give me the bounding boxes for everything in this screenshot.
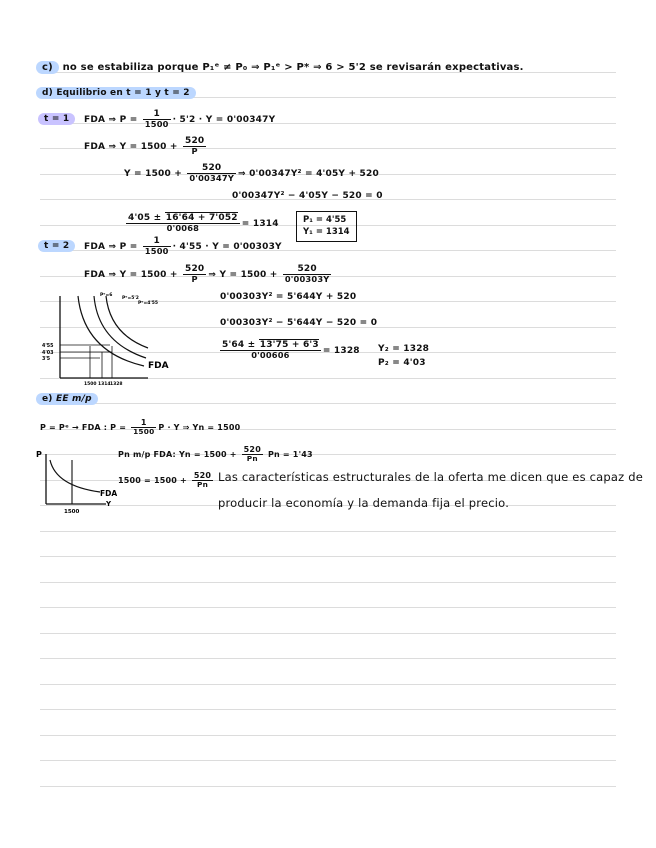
t2-graph-top-label-3: Pᵉ=4'55 — [138, 301, 158, 306]
t2-graph-top-label-1: Pᵉ=6 — [100, 293, 113, 298]
t2-graph — [40, 288, 180, 388]
t1-line-1: FDA ⇒ P = $\frac{1}{1500}$ · 5'2 · Y = 0'00347Y — [84, 109, 276, 130]
t1-line-5: $\frac{4'05 \pm 16'64 + 7'052}{0'0068}$ = 1314 — [128, 213, 279, 234]
section-d-heading — [36, 88, 196, 98]
fda-curve-e — [50, 460, 100, 492]
fda-curve-1 — [78, 296, 144, 366]
t2-line-1: FDA ⇒ P = $\frac{1}{1500}$ · 4'55 · Y = 0'00303Y — [84, 236, 282, 257]
t2-line-2: FDA ⇒ Y = 1500 + $\frac{520}{P}$ ⇒ Y = 1500 + $\frac{520}{0'00303Y}$ — [84, 264, 330, 285]
t1-result-box: P₁ = 4'55 Y₁ = 1314 — [296, 211, 357, 242]
t2-line-3: 0'00303Y² = 5'644Y + 520 — [220, 292, 357, 302]
e-graph — [34, 446, 118, 518]
t2-line-4: 0'00303Y² − 5'644Y − 520 = 0 — [220, 318, 378, 328]
t2-graph-curve-label: FDA — [148, 361, 169, 371]
t1-line-4: 0'00347Y² − 4'05Y − 520 = 0 — [232, 191, 383, 201]
section-d-label: d) — [42, 88, 53, 98]
section-d-title: Equilibrio en t = 1 y t = 2 — [56, 88, 190, 98]
e-line-3: 1500 = 1500 + $\frac{520}{Pn}$ — [118, 471, 212, 490]
e-text-line-2: producir la economía y la demanda fija el precio. — [218, 496, 510, 510]
t2-tag: t = 2 — [38, 241, 75, 251]
t1-line-3: Y = 1500 + $\frac{520}{0'00347Y}$ ⇒ 0'00347Y² = 4'05Y + 520 — [124, 163, 379, 184]
t2-graph-top-label-2: Pᵉ=5'2 — [122, 296, 139, 301]
e-graph-curve-label: FDA — [100, 489, 118, 498]
t2-graph-x-tick-1: 1500 — [84, 382, 97, 387]
section-e-title: EE m/p — [55, 394, 92, 404]
t2-graph-x-tick-2: 1314 — [98, 382, 111, 387]
t1-line-2: FDA ⇒ Y = 1500 + $\frac{520}{P}$ — [84, 136, 205, 157]
e-graph-p-axis: P — [36, 450, 42, 459]
t2-graph-x-tick-3: 1328 — [110, 382, 123, 387]
t2-results: Y₂ = 1328 P₂ = 4'03 — [378, 344, 430, 368]
t2-graph-y-tick-1: 4'55 — [42, 344, 54, 349]
e-text-line-1: Las características estructurales de la oferta me dicen que es capaz de — [218, 470, 644, 484]
e-line-2: Pn m/p FDA: Yn = 1500 + $\frac{520}{Pn}$ Pn = 1'43 — [118, 445, 313, 464]
e-line-1: P = Pᵉ → FDA : P = $\frac{1}{1500}$ P · Y ⇒ Yn = 1500 — [40, 418, 241, 437]
section-c — [36, 62, 524, 73]
t1-tag: t = 1 — [38, 114, 75, 124]
section-c-label: c) — [36, 61, 59, 74]
e-graph-y-axis: Y — [106, 500, 112, 508]
t2-graph-y-tick-3: 3'5 — [42, 357, 51, 362]
t2-graph-y-tick-2: 4'03 — [42, 351, 54, 356]
e-graph-x-tick: 1500 — [64, 509, 80, 515]
t2-line-5: $\frac{5'64 \pm 13'75 + 6'3}{0'00606}$ = 1328 — [222, 340, 360, 361]
section-e-heading — [36, 394, 98, 404]
section-e-label: e) — [42, 394, 53, 404]
section-c-text: no se estabiliza porque P₁ᵉ ≠ P₀ ⇒ P₁ᵉ > P* ⇒ 6 > 5'2 se revisarán expectativas. — [62, 62, 524, 73]
